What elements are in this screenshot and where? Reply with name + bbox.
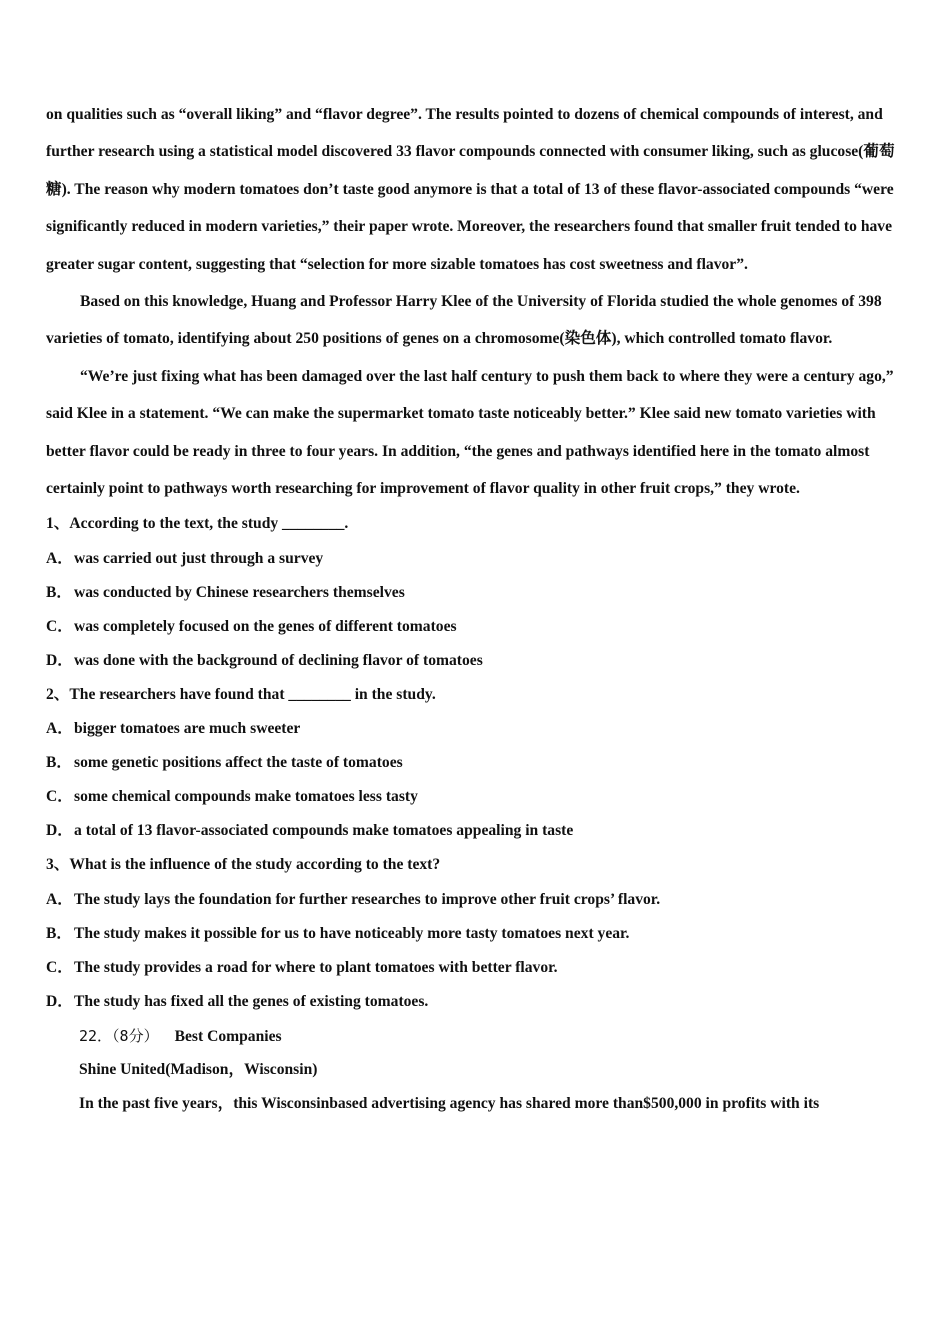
document-page (46, 96, 906, 1121)
option-letter: B． (46, 583, 72, 601)
section-22-company: Shine United(Madison，Wisconsin) (79, 1060, 318, 1078)
option-text: bigger tomatoes are much sweeter (74, 720, 301, 738)
question-1-option-a (46, 542, 906, 576)
section-number: 22．（8分） (79, 1026, 159, 1045)
option-letter: A． (46, 720, 73, 738)
option-text: some chemical compounds make tomatoes less tasty (74, 788, 418, 806)
option-text: The study provides a road for where to plant tomatoes with better flavor. (74, 958, 558, 976)
question-1-text: According to the text, the study ________. (69, 515, 349, 533)
question-2-text: The researchers have found that ________ in the study. (69, 685, 436, 703)
question-1-number: 1、 (46, 515, 70, 533)
question-2-option-b (46, 746, 906, 780)
question-1-stem (46, 507, 906, 541)
option-letter: C． (46, 617, 73, 635)
question-2-number: 2、 (46, 685, 70, 703)
question-3-option-c (46, 951, 906, 985)
question-2-stem (46, 678, 906, 712)
option-text: The study makes it possible for us to have noticeably more tasty tomatoes next year. (74, 924, 630, 942)
option-letter: D． (46, 822, 73, 840)
question-3-option-b (46, 917, 906, 951)
option-text: was completely focused on the genes of different tomatoes (74, 617, 457, 635)
question-3-text: What is the influence of the study according to the text? (69, 856, 441, 874)
question-1-option-b (46, 576, 906, 610)
question-3-option-d (46, 985, 906, 1019)
option-text: The study lays the foundation for further researches to improve other fruit crops’ flavor. (74, 890, 661, 908)
option-text: The study has fixed all the genes of existing tomatoes. (74, 992, 429, 1010)
passage-paragraph-2: Based on this knowledge, Huang and Professor Harry Klee of the University of Florida studied the whole genomes of 398 varieties of tomato, identifying about 250 positions of genes on a chromosome(染色体), which controlled tomato flavor. (46, 293, 882, 348)
section-title: Best Companies (174, 1027, 282, 1045)
option-letter: B． (46, 754, 72, 772)
option-letter: A． (46, 890, 73, 908)
passage-paragraph-3: “We’re just fixing what has been damaged over the last half century to push them back to where they were a century ago,” said Klee in a statement. “We can make the supermarket tomato taste noticeably better.” Klee said new tomato varieties with better flavor could be ready in three to four years. In addition, “the genes and pathways identified here in the tomato almost certainly point to pathways worth researching for improvement of flavor quality in other fruit crops,” they wrote. (46, 367, 894, 498)
option-letter: C． (46, 788, 73, 806)
question-3-number: 3、 (46, 856, 70, 874)
option-letter: D． (46, 651, 73, 669)
question-3-stem (46, 848, 906, 882)
option-text: was conducted by Chinese researchers themselves (74, 583, 405, 601)
option-letter: B． (46, 924, 72, 942)
question-2-option-a (46, 712, 906, 746)
section-22-intro: In the past five years，this Wisconsinbased advertising agency has shared more than$500,000 in profits with its (79, 1095, 820, 1113)
passage-paragraph-1: on qualities such as “overall liking” and “flavor degree”. The results pointed to dozens of chemical compounds of interest, and further research using a statistical model discovered 33 flavor compounds connected with consumer liking, such as glucose(葡萄糖). The reason why modern tomatoes don’t taste good anymore is that a total of 13 of these flavor-associated compounds “were significantly reduced in modern varieties,” their paper wrote. Moreover, the researchers found that smaller fruit tended to have greater sugar content, suggesting that “selection for more sizable tomatoes has cost sweetness and flavor”. (46, 106, 895, 273)
option-text: some genetic positions affect the taste of tomatoes (74, 754, 403, 772)
option-letter: D． (46, 992, 73, 1010)
section-22-heading (46, 1019, 906, 1053)
question-1-option-d (46, 644, 906, 678)
question-2-option-c (46, 780, 906, 814)
option-text: was carried out just through a survey (74, 549, 324, 567)
option-letter: A． (46, 549, 73, 567)
option-text: a total of 13 flavor-associated compounds make tomatoes appealing in taste (74, 822, 574, 840)
option-letter: C． (46, 958, 73, 976)
question-3-option-a (46, 883, 906, 917)
question-2-option-d (46, 814, 906, 848)
option-text: was done with the background of declining flavor of tomatoes (74, 651, 483, 669)
question-1-option-c (46, 610, 906, 644)
